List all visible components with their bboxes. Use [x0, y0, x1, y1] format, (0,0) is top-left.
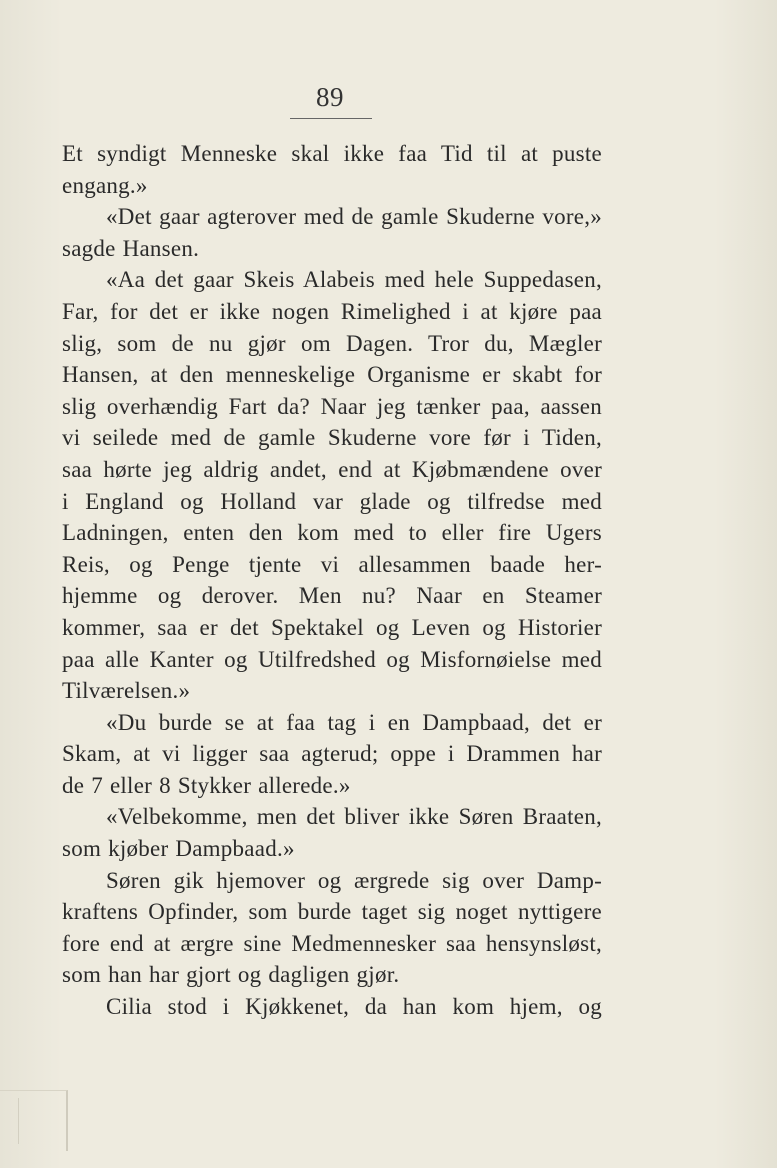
text-line: saa hørte jeg aldrig andet, end at Kjøbmændene over [62, 456, 602, 482]
text-line: som kjøber Dampbaad.» [62, 836, 295, 862]
text-line: slig, som de nu gjør om Dagen. Tror du, Mægler [62, 330, 602, 356]
page-number: 89 [316, 82, 344, 112]
text-line: kraftens Opfinder, som burde taget sig noget nyttigere [62, 899, 602, 925]
body-text [62, 138, 602, 1023]
text-line: slig overhændig Fart da? Naar jeg tænker paa, aassen [62, 393, 602, 419]
text-line: fore end at ærgre sine Medmennesker saa hensynsløst, [62, 930, 602, 956]
page-number-rule [290, 118, 372, 119]
text-line: Far, for det er ikke nogen Rimelighed i at kjøre paa [62, 298, 602, 324]
text-line: Et syndigt Menneske skal ikke faa Tid til at puste [62, 141, 602, 166]
text-line: «Det gaar agterover med de gamle Skuderne vore,» [106, 204, 602, 230]
text-line: hjemme og derover. Men nu? Naar en Steamer [62, 583, 602, 609]
text-line: sagde Hansen. [62, 235, 200, 261]
text-line: Cilia stod i Kjøkkenet, da han kom hjem, og [106, 994, 602, 1020]
text-line: engang.» [62, 172, 148, 198]
text-line: «Du burde se at faa tag i en Dampbaad, det er [106, 709, 602, 735]
text-line: vi seilede med de gamle Skuderne vore før i Tiden, [62, 425, 602, 451]
text-line: «Velbekomme, men det bliver ikke Søren Braaten, [106, 804, 602, 830]
page-edge-mark [0, 1090, 68, 1151]
page-edge-line [18, 1098, 19, 1144]
text-line: som han har gjort og dagligen gjør. [62, 962, 400, 988]
text-line: i England og Holland var glade og tilfredse med [62, 488, 602, 514]
text-line: Reis, og Penge tjente vi allesammen baade her- [62, 551, 602, 577]
text-line: Tilværelsen.» [62, 678, 191, 704]
text-line: kommer, saa er det Spektakel og Leven og Historier [62, 614, 602, 640]
text-line: paa alle Kanter og Utilfredshed og Misfornøielse med [62, 646, 602, 672]
text-line: Hansen, at den menneskelige Organisme er skabt for [62, 362, 602, 388]
text-line: de 7 eller 8 Stykker allerede.» [62, 772, 351, 798]
text-line: Søren gik hjemover og ærgrede sig over Damp- [106, 867, 602, 893]
text-line: Ladningen, enten den kom med to eller fire Ugers [62, 520, 602, 546]
text-line: Skam, at vi ligger saa agterud; oppe i Drammen har [62, 741, 602, 767]
text-line: «Aa det gaar Skeis Alabeis med hele Suppedasen, [106, 267, 602, 293]
